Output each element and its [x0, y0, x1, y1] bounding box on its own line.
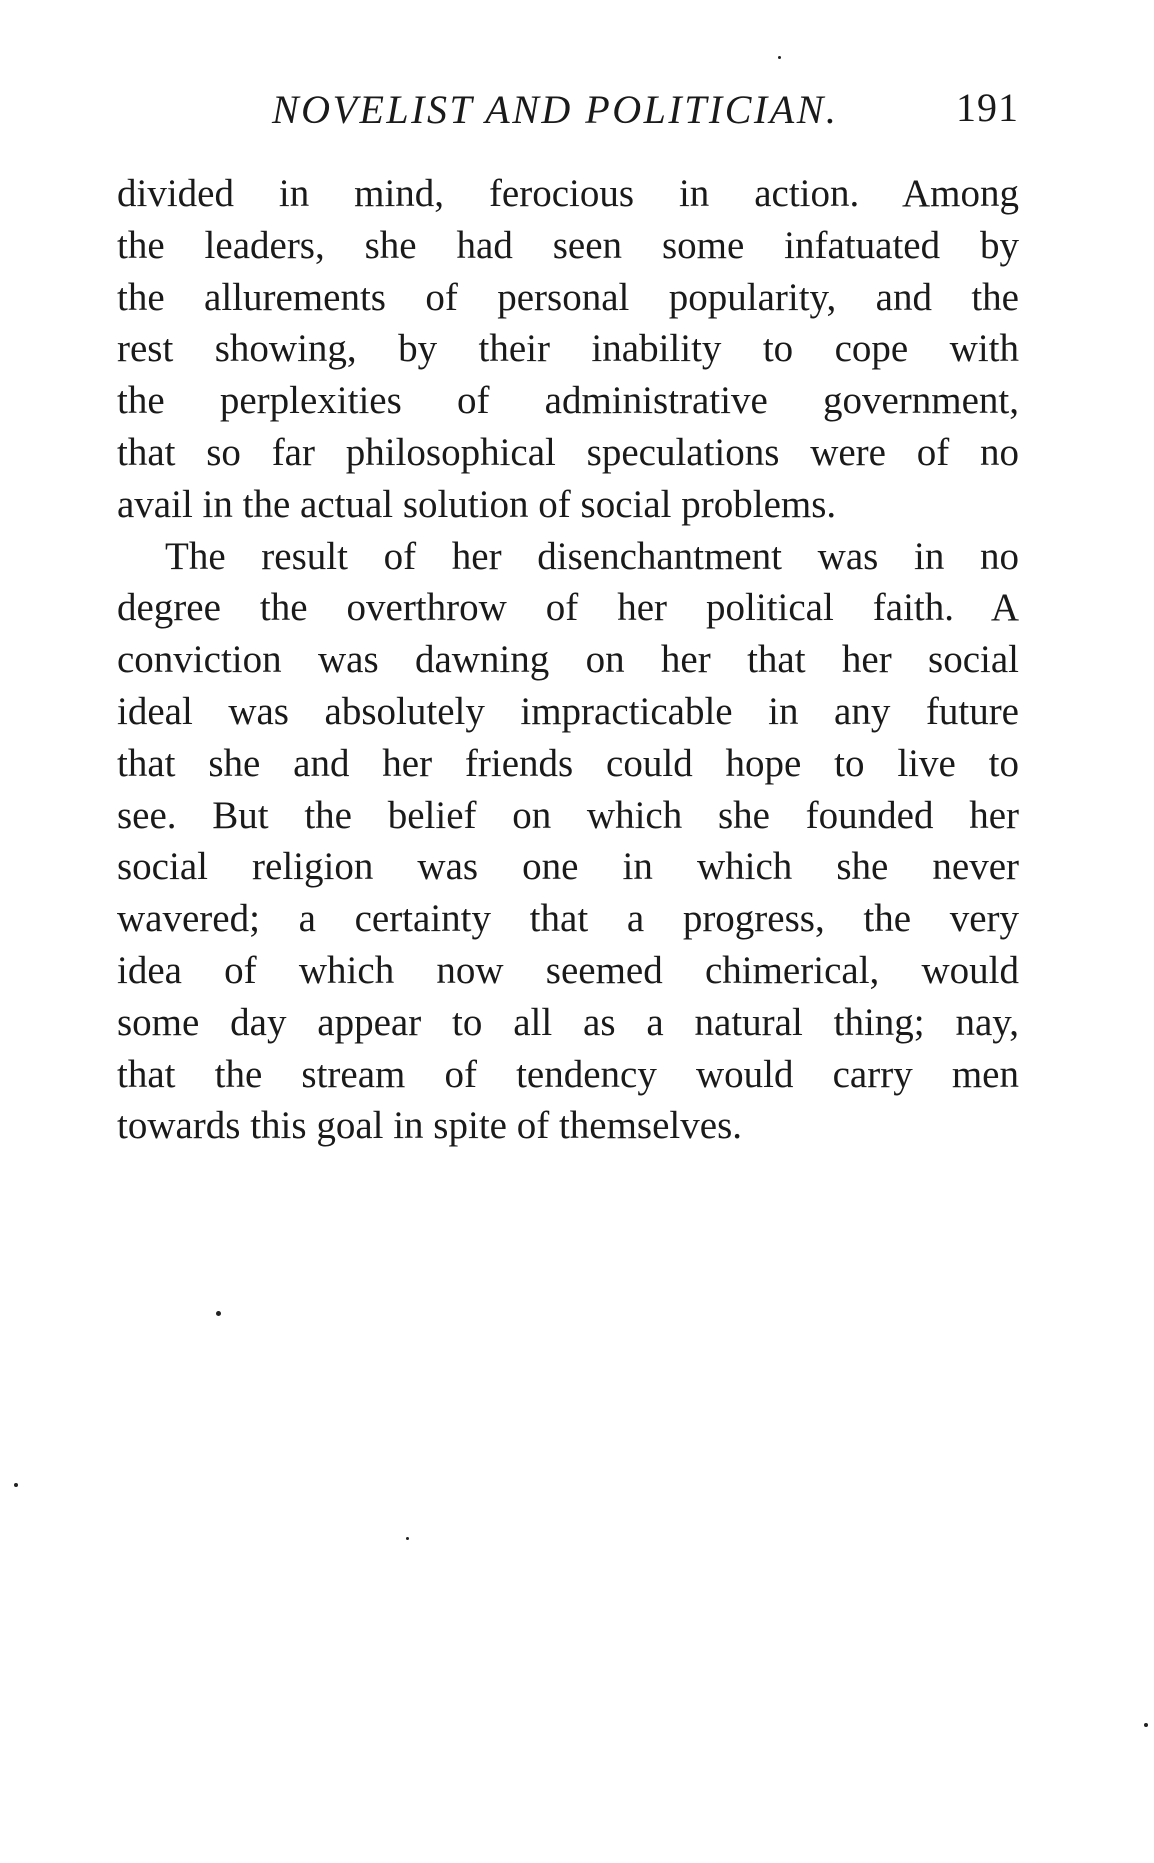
running-title: NOVELIST AND POLITICIAN.	[272, 87, 839, 132]
text-line: rest showing, by their inability to cope with	[117, 327, 1019, 371]
text-line: ideal was absolutely impracticable in any future	[117, 689, 1019, 733]
scan-speck	[216, 1311, 221, 1316]
body-text	[117, 168, 1019, 1152]
text-line: that she and her friends could hope to live to	[117, 741, 1019, 785]
text-line: wavered; a certainty that a progress, the very	[117, 897, 1019, 941]
text-line: that so far philosophical speculations were of no	[117, 430, 1019, 474]
text-line: degree the overthrow of her political faith. A	[117, 586, 1019, 630]
text-line: conviction was dawning on her that her social	[117, 638, 1019, 682]
scan-speck	[14, 1483, 18, 1487]
scan-speck	[778, 56, 781, 59]
text-line: some day appear to all as a natural thing; nay,	[117, 1000, 1019, 1044]
text-line: idea of which now seemed chimerical, would	[117, 948, 1019, 992]
running-head	[117, 82, 1019, 132]
text-line: see. But the belief on which she founded her	[117, 793, 1019, 837]
scan-speck	[1144, 1723, 1148, 1727]
text-line: towards this goal in spite of themselves.	[117, 1104, 742, 1148]
text-line: The result of her disenchantment was in no	[165, 534, 1019, 578]
text-line: the perplexities of administrative government,	[117, 379, 1019, 423]
text-line: the leaders, she had seen some infatuated by	[117, 223, 1019, 267]
text-line: the allurements of personal popularity, and the	[117, 275, 1019, 319]
text-line: that the stream of tendency would carry men	[117, 1052, 1019, 1096]
text-line: divided in mind, ferocious in action. Among	[117, 172, 1019, 215]
text-line: avail in the actual solution of social problems.	[117, 482, 837, 526]
scan-speck	[406, 1537, 409, 1540]
text-line: social religion was one in which she never	[117, 845, 1019, 889]
page-number: 191	[956, 85, 1019, 130]
